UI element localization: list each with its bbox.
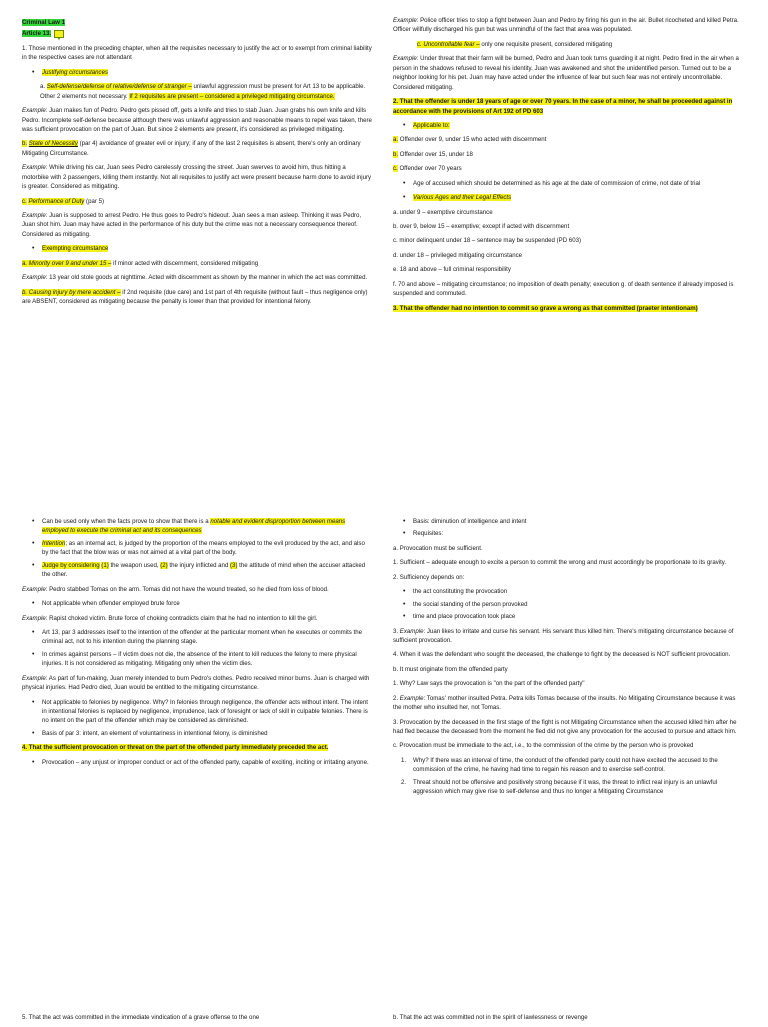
column-bottom-left [22, 1013, 372, 1027]
paragraph-minority [22, 259, 372, 268]
list-item [393, 193, 745, 202]
requisite-a-1: 1. Sufficient – adequate enough to excite a person to commit the wrong and must accordingly be proportionate to its gravity. [393, 559, 727, 567]
example-text: : Rapist choked victim. Brute force of choking contradicts claim that he had no intention to kill the girl. [45, 614, 318, 622]
list-item [22, 68, 372, 77]
column-top-left [22, 18, 372, 312]
list-item [22, 517, 372, 536]
list-item: • Basis of par 3: intent, an element of voluntariness in intentional felony, is diminished [22, 729, 372, 738]
comment-icon[interactable] [54, 30, 64, 38]
list-item-label: Justifying circumstances [42, 68, 109, 76]
heading-3 [393, 304, 745, 313]
letter: a. [393, 136, 399, 144]
list-sufficiency [393, 587, 745, 621]
example-rapist [22, 614, 372, 623]
self-defense-term: Self-defense/defense of relative/defense of stranger – [46, 83, 192, 91]
list-number: 1. [401, 756, 407, 764]
list-item: • In crimes against persons – if victim does not die, the absence of the intent to kill reduces the felony to mere physical injuries. It is not considered as mitigating. Mitigating only when the victim dies. [22, 650, 372, 669]
example-farm [393, 54, 745, 92]
list-item [22, 244, 372, 253]
example-3 [22, 211, 372, 239]
heading-4 [22, 743, 372, 752]
list-item: • the social standing of the person provoked [393, 600, 745, 609]
example-label: Example [22, 674, 46, 682]
requisite-b-1: 1. Why? Law says the provocation is "on the part of the offended party" [393, 680, 585, 688]
list-item-text: the weapon used, [108, 561, 161, 569]
list-item-text: Why? If there was an interval of time, the conduct of the offended party could not have excited the accused to the commission of the crime, he having had time to regain his reason and to exercise self-control. [413, 756, 718, 774]
applicable-b [393, 150, 745, 159]
article-heading [22, 29, 372, 38]
age-effect-a: a. under 9 – exemptive circumstance [393, 208, 493, 216]
list-item: • Art 13, par 3 addresses itself to the intention of the offender at the particular moment when he executes or commits the criminal act, not to his intention during the planning stage. [22, 628, 372, 647]
list-art13 [22, 628, 372, 669]
minority-text: if minor acted with discernment, considered mitigating [111, 259, 259, 267]
list-item-text: Threat should not be offensive and positively strong because if it was, the threat to inflict real injury is an unlawful aggression which may give rise to self-defense and thus no longer a Mitigating Circumstance [413, 778, 718, 796]
paragraph-1: 1. Those mentioned in the preceding chapter, when all the requisites necessary to justify the act or to exempt from criminal liability in the respective cases are not attendant [22, 44, 372, 62]
accident-term: b. Causing injury by mere accident – [22, 288, 121, 296]
applicable-text: Offender over 9, under 15 who acted with discernment [398, 136, 547, 144]
fear-term: c. Uncontrollable fear – [417, 40, 480, 48]
heading-3-text: 3. That the offender had no intention to commit so grave a wrong as that committed (praeter intentionam) [393, 304, 698, 312]
example-2 [22, 163, 372, 191]
fear-text: only one requisite present, considered mitigating [479, 40, 613, 48]
example-1 [22, 106, 372, 134]
list-item-label: Applicable to: [413, 121, 450, 129]
requisite-c: c. Provocation must be immediate to the act, i.e., to the commission of the crime by the person who is provoked [393, 742, 694, 750]
applicable-a [393, 135, 745, 144]
applicable-text: Offender over 70 years [397, 165, 462, 173]
list-item-highlight: notable and evident disproportion between means employed to execute the criminal act and its consequences [42, 518, 346, 535]
title-text: Criminal Law 1 [22, 19, 66, 26]
paragraph-accident [22, 288, 372, 307]
doc-title [22, 18, 372, 27]
example-text: : As part of fun-making, Juan merely intended to burn Pedro's clothes. Pedro received minor burns. Juan is charged with physical injuries. Had Pedro died, Juan would be entitled to the mitigating circumstance. [22, 674, 370, 692]
column-middle-left [22, 517, 372, 772]
list-item-label: Various Ages and their Legal Effects [413, 194, 512, 202]
paragraph-first-stage: 3. Provocation by the deceased in the first stage of the fight is not Mitigating Circumstance when the accused killed him after he had fled because the deceased from the moment he fled did not give any provocation for the accused to pursue and attack him. [393, 718, 737, 735]
article-text: Article 13. [22, 30, 52, 38]
list-item: • Requisites: [393, 529, 745, 538]
minority-term: a. Minority over 9 and under 15 – [22, 259, 112, 267]
list-age [393, 179, 745, 188]
performance-term: Performance of Duty [28, 197, 85, 205]
list-item: • Age of accused which should be determined as his age at the date of commission of crime, not date of trial [393, 179, 745, 188]
list-item: • Not applicable to felonies by negligence. Why? In felonies through negligence, the offender acts without intent. The intent in intentional felonies is replaced by negligence, imprudence, lack of foresight or lack of skill in culpable felonies. There is no intent on the part of the offender which may be considered as diminished. [22, 698, 372, 726]
paragraph-self-defense [22, 82, 372, 101]
letter: a. [40, 83, 46, 91]
age-effect-c: c. minor delinquent under 18 – sentence may be suspended (PD 603) [393, 237, 582, 245]
list-brute-force [22, 599, 372, 608]
number-marker: (2) [160, 561, 168, 569]
performance-text: (par 5) [84, 197, 104, 205]
example-text: : 13 year old stole goods at nighttime. Acted with discernment as shown by the manner in which the act was committed. [45, 274, 368, 282]
example-tomas: 2. Example: Tomas' mother insulted Petra. Petra kills Tomas because of the insults. No Mitigating Circumstance because it was the mother who insulted her, not Tomas. [393, 694, 736, 712]
letter: c. [22, 197, 27, 205]
list-item: • time and place provocation took place [393, 612, 745, 621]
column-top-right [393, 16, 745, 318]
list-basis [393, 517, 745, 539]
requisite-b: b. It must originate from the offended party [393, 665, 508, 673]
example-label: Example [399, 627, 424, 635]
letter: b. [393, 150, 399, 158]
requisite-a: a. Provocation must be sufficient. [393, 544, 483, 552]
list-item-text: ; as an internal act, is judged by the proportion of the means employed to the evil produced by the act, and also by the fact that the blow was or was not aimed at a vital part of the body. [42, 539, 365, 557]
example-text: : Tomas' mother insulted Petra. Petra kills Tomas because of the insults. No Mitigating Circumstance because it was the mother who insulted her, not Tomas. [393, 694, 736, 712]
heading-2 [393, 97, 745, 116]
list-number: 2. [401, 778, 407, 786]
example-label: Example [399, 694, 424, 702]
age-effect-e: e. 18 and above – full criminal responsibility [393, 266, 511, 274]
paragraph-state-of-necessity [22, 139, 372, 158]
list-negligence [22, 698, 372, 739]
heading-4-text: 4. That the sufficient provocation or threat on the part of the offended party immediately preceded the act. [22, 744, 329, 752]
list-item: • Not applicable when offender employed brute force [22, 599, 372, 608]
example-police [393, 16, 745, 35]
number-marker: (3) [230, 561, 238, 569]
example-label: Example [393, 55, 417, 63]
example-text: : Police officer tries to stop a fight between Juan and Pedro by firing his gun in the air. Bullet ricocheted and killed Petra. Officer willfully discharged his gun but was unmindful of the fact that area was populated. [393, 17, 739, 34]
applicable-c [393, 164, 745, 173]
example-text: : Juan likes to irritate and curse his servant. His servant thus killed him. There's mitigating circumstance because of sufficient provocation. [393, 627, 734, 644]
example-stab [22, 585, 372, 594]
list-applicable [393, 121, 745, 130]
list-item [22, 561, 372, 580]
age-effect-f: f. 70 and above – mitigating circumstance; no imposition of death penalty; execution g. of death sentence if already imposed is suspended and commuted. [393, 280, 734, 298]
state-of-necessity-term: State of Necessity [28, 140, 78, 148]
list-item-text: the injury inflicted and [167, 561, 231, 569]
paragraph-defendant: 4. When it was the defendant who sought the deceased, the challenge to fight by the deceased is NOT sufficient provocation. [393, 651, 731, 659]
requisite-a-2: 2. Sufficiency depends on: [393, 573, 465, 581]
letter: b. [22, 140, 28, 148]
list-item [393, 778, 745, 797]
paragraph-performance-of-duty [22, 197, 372, 206]
list-justifying [22, 68, 372, 77]
column-bottom-right [393, 1013, 745, 1027]
paragraph-b-lawlessness: b. That the act was committed not in the spirit of lawlessness or revenge [393, 1014, 588, 1021]
example-text: : Pedro stabbed Tomas on the arm. Tomas did not have the wound treated, so he died from loss of blood. [45, 585, 329, 593]
list-disproportion [22, 517, 372, 580]
paragraph-uncontrollable-fear [393, 40, 745, 49]
example-label: Example [22, 212, 46, 219]
example-text: : Juan makes fun of Pedro. Pedro gets pissed off, gets a knife and tries to stab Juan. Juan grabs his own knife and kills Pedro. Incomplete self-defense because although there was unlawful aggression and reasonable means to repel was taken, there was sufficient provocation on the part of Juan. But since 2 elements are present, it's considered as privileged mitigating. [22, 107, 372, 133]
example-4 [22, 273, 372, 282]
list-item [393, 121, 745, 130]
applicable-text: Offender over 15, under 18 [398, 150, 473, 158]
list-immediate [393, 756, 745, 797]
example-label: Example [22, 274, 46, 282]
example-label: Example [22, 164, 46, 172]
example-label: Example [22, 614, 46, 622]
example-label: Example [22, 107, 46, 115]
state-of-necessity-text: (par 4) avoidance of greater evil or injury; if any of the last 2 requisites is absent, there's only an ordinary Mitigating Circumstance. [22, 140, 361, 157]
list-item [22, 539, 372, 558]
list-item-highlight: Intention [42, 539, 66, 547]
self-defense-text: unlawful aggression must be present for Art 13 to be applicable. Other 2 elements not necessary. [40, 83, 366, 100]
list-various-ages [393, 193, 745, 202]
list-exempting [22, 244, 372, 253]
column-middle-right [393, 517, 745, 802]
example-text: : Under threat that their farm will be burned, Pedro and Juan took turns guarding it at night. Pedro fired in the air when a person in the shadows refused to reveal his identity. Juan was awakened and shot the unidentified person. Turned out to be a neighbor looking for his pet. Juan may have acted under the influence of fear but such fear was not entirely uncontrollable. Considered mitigating. [393, 55, 739, 91]
example-label: Example [22, 585, 46, 593]
list-item: • Basis: diminution of intelligence and intent [393, 517, 745, 526]
list-item: • Provocation – any unjust or improper conduct or act of the offended party, capable of exciting, inciting or irritating anyone. [22, 758, 372, 767]
example-servant: 3. Example: Juan likes to irritate and curse his servant. His servant thus killed him. There's mitigating circumstance because of sufficient provocation. [393, 627, 734, 644]
number-marker: (1) [101, 561, 109, 569]
example-label: Example [393, 17, 417, 24]
age-effect-d: d. under 18 – privileged mitigating circumstance [393, 251, 523, 259]
letter: c. [393, 165, 398, 173]
list-item [393, 756, 745, 775]
list-item-highlight: Judge by considering [42, 561, 100, 569]
list-provocation [22, 758, 372, 767]
list-item: • the act constituting the provocation [393, 587, 745, 596]
example-text: : While driving his car, Juan sees Pedro carelessly crossing the street. Juan swerves to avoid him, thus hitting a motorbike with 2 passengers, killing them instantly. Not all requisites to justify act were present because harm done to avoid injury is greater. Considered as mitigating. [22, 164, 372, 191]
list-item-text: Can be used only when the facts prove to show that there is a [42, 518, 211, 525]
list-item-label: Exempting circumstance [42, 245, 109, 253]
paragraph-5: 5. That the act was committed in the immediate vindication of a grave offense to the one [22, 1014, 260, 1021]
accident-text: if 2nd requisite (due care) and 1st part of 4th requisite (without fault – thus negligence only) are ABSENT, considered as mitigating because the penalty is lower than that provided for intentional felony. [22, 288, 368, 306]
example-fun [22, 674, 372, 693]
age-effect-b: b. over 9, below 15 – exemptive; except if acted with discernment [393, 223, 570, 230]
self-defense-highlight: If 2 requisites are present – considered a privileged mitigating circumstance. [129, 92, 335, 100]
heading-2-text: 2. That the offender is under 18 years of age or over 70 years. In the case of a minor, he shall be proceeded against in accordance with the provisions of Art 192 of PD 603 [393, 98, 733, 115]
example-text: : Juan is supposed to arrest Pedro. He thus goes to Pedro's hideout. Juan sees a man asleep. Thinking it was Pedro, Juan shot him. Juan may have acted in the performance of his duty but the crime was not a necessary consequence thereof. Considered as mitigating. [22, 212, 362, 238]
list-item-text: the attitude of mind when the accuser attacked the other. [42, 561, 366, 579]
